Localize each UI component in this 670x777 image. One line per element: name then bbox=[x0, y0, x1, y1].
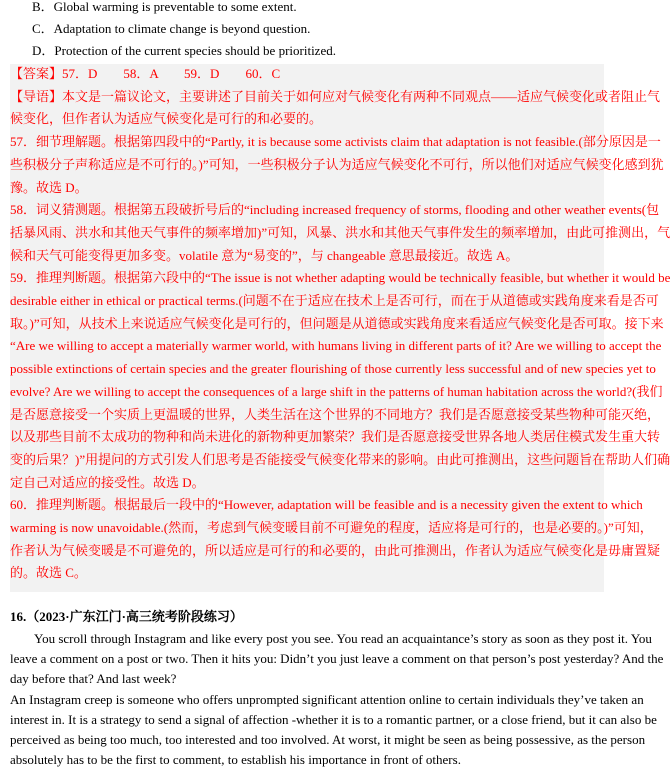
explanation-line: 些积极分子声称适应是不可行的。)”可知，一些积极分子认为适应气候变化不可行，所以他们对适应气候变化感到犹 bbox=[10, 156, 664, 172]
explanation-line: 60．推理判断题。根据最后一段中的“However, adaptation will be feasible and is a necessity given the extent to which bbox=[10, 497, 643, 513]
explanation-line: possible extinctions of certain species and the greater flourishing of those currently less successful and of new species yet to bbox=[10, 361, 656, 377]
explanation-line: evolve? Are we willing to accept the consequences of a large shift in the patterns of human habitation across the world?(我们 bbox=[10, 383, 663, 399]
option-c: C．Adaptation to climate change is beyond question. bbox=[32, 21, 311, 36]
passage-line: perceived as being too much, too interested and too involved. At worst, it might be seen as being possessive, as the person bbox=[10, 732, 646, 747]
explanation-line: 以及那些目前不太成功的物种和尚未进化的新物种更加繁荣？我们是否愿意接受世界各地人类居住模式发生重大转 bbox=[10, 429, 661, 445]
option-b: B．Global warming is preventable to some extent. bbox=[32, 0, 297, 14]
option-d: D．Protection of the current species should be prioritized. bbox=[32, 43, 336, 58]
passage-line: absolutely has to be the first to comment, to establish his importance in front of others. bbox=[10, 752, 461, 768]
question-title: 16.（2023·广东江门·高三统考阶段练习） bbox=[10, 609, 243, 624]
explanation-line: 是否愿意接受一个实质上更温暖的世界，人类生活在这个世界的不同地方？我们是否愿意接受某些物种可能灭绝， bbox=[10, 406, 661, 422]
explanation-line: warming is now unavoidable.(然而，考虑到气候变暖目前不可避免的程度，适应将是可行的，也是必要的。)”可知， bbox=[10, 520, 653, 535]
passage-line: An Instagram creep is someone who offers unprompted significant attention online to certain individuals they’ve taken an bbox=[10, 691, 644, 707]
passage-line: day before that? And last week? bbox=[10, 671, 177, 687]
explanation-line: 作者认为气候变暖是不可避免的，所以适应是可行的和必要的，由此可推测出，作者认为适应气候变化是毋庸置疑 bbox=[10, 542, 661, 558]
explanation-line: 【导语】本文是一篇议论文，主要讲述了目前关于如何应对气候变化有两种不同观点——适应气候变化或者阻止气 bbox=[10, 88, 661, 104]
explanation-line: 的。故选 C。 bbox=[10, 565, 87, 581]
explanation-line: 豫。故选 D。 bbox=[10, 179, 88, 195]
explanation-line: 57．细节理解题。根据第四段中的“Partly, it is because some activists claim that adaptation is not feasible.(部分原因是一 bbox=[10, 134, 661, 150]
explanation-line: “Are we willing to accept a materially warmer world, with humans living in different parts of it? Are we willing to accept the bbox=[10, 338, 662, 354]
explanation-line: 候和天气可能变得更加多变。volatile 意为“易变的”，与 changeable 意思最接近。故选 A。 bbox=[10, 247, 519, 263]
explanation-line: 59．推理判断题。根据第六段中的“The issue is not whether adapting would be technically feasible, but whether it would be bbox=[10, 270, 670, 286]
explanation-line: desirable either in ethical or practical terms.(问题不在于适应在技术上是否可行，而在于从道德或实践角度来看是否可 bbox=[10, 293, 659, 308]
explanation-line: 括暴风雨、洪水和其他天气事件的频率增加)”可知，风暴、洪水和其他天气事件发生的频率增加，由此可推测出，气 bbox=[10, 224, 670, 240]
passage-line: You scroll through Instagram and like every post you see. You read an acquaintance’s story as soon as they post it. You bbox=[34, 631, 652, 646]
passage-line: leave a comment on a post or two. Then it hits you: Didn’t you just leave a comment on that person’s post yesterday? And the bbox=[10, 651, 664, 667]
explanation-line: 取。)”可知，从技术上来说适应气候变化是可行的，但问题是从道德或实践角度来看适应气候变化是否可取。接下来 bbox=[10, 315, 664, 331]
answer-key: 【答案】57．D 58．A 59．D 60．C bbox=[10, 66, 281, 81]
explanation-line: 候变化，但作者认为适应气候变化是可行的和必要的。 bbox=[10, 111, 323, 127]
passage-line: interest in. It is a strategy to send a signal of affection -whether it is to a romantic partner, or a close friend, but it can also be bbox=[10, 711, 657, 727]
explanation-line: 58．词义猜测题。根据第五段破折号后的“including increased frequency of storms, flooding and other weather events(包 bbox=[10, 202, 660, 218]
explanation-line: 变的后果？)”用提问的方式引发人们思考是否能接受气候变化带来的影响。由此可推测出，这些问题旨在帮助人们确 bbox=[10, 451, 670, 467]
explanation-line: 定自己对适应的接受性。故选 D。 bbox=[10, 474, 205, 490]
